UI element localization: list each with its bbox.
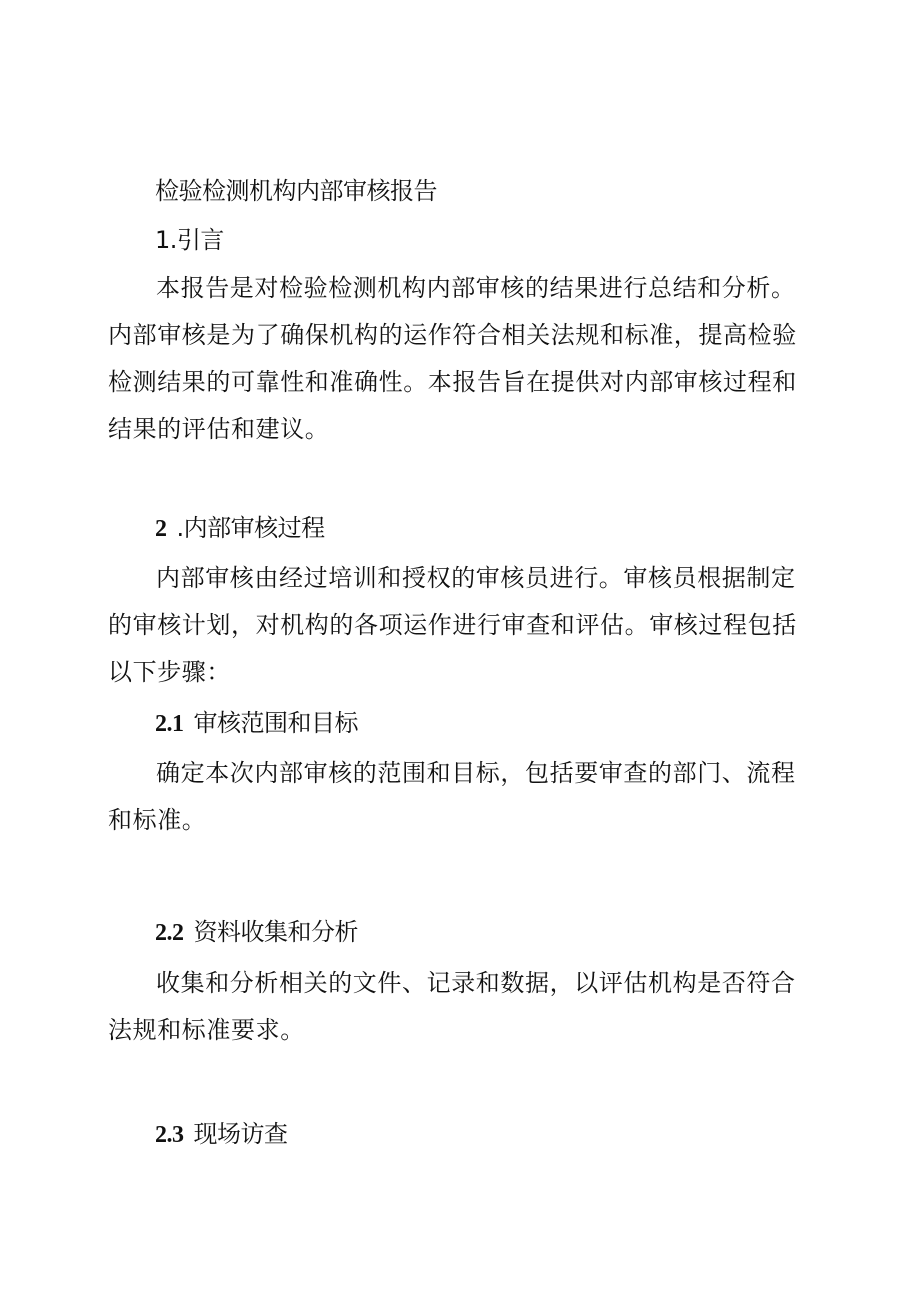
section-2-2-heading — [155, 917, 358, 948]
section-process-heading — [155, 513, 325, 544]
section-2-2-number: 2.2 — [155, 920, 184, 946]
section-2-2-body: 收集和分析相关的文件、记录和数据，以评估机构是否符合法规和标准要求。 — [108, 969, 796, 1044]
section-2-1-heading — [155, 708, 358, 739]
section-2-1-number: 2.1 — [155, 711, 184, 737]
document-title: 检验检测机构内部审核报告 — [155, 177, 437, 205]
section-process-body: 内部审核由经过培训和授权的审核员进行。审核员根据制定的审核计划，对机构的各项运作进行审查和评估。审核过程包括以下步骤： — [108, 564, 797, 686]
section-2-3-heading — [155, 1119, 288, 1150]
section-2-1-body: 确定本次内部审核的范围和目标，包括要审查的部门、流程和标准。 — [108, 759, 796, 834]
section-2-3-number: 2.3 — [155, 1122, 184, 1148]
section-process-title: .内部审核过程 — [176, 514, 325, 542]
section-intro-heading: 1.引言 — [155, 226, 224, 254]
section-2-3-title: 现场访查 — [193, 1120, 288, 1148]
section-process-number: 2 — [155, 516, 167, 542]
section-2-2-title: 资料收集和分析 — [193, 918, 358, 946]
section-intro-body: 本报告是对检验检测机构内部审核的结果进行总结和分析。内部审核是为了确保机构的运作符合相关法规和标准，提高检验检测结果的可靠性和准确性。本报告旨在提供对内部审核过程和结果的评估和建议。 — [108, 274, 797, 443]
section-2-1-title: 审核范围和目标 — [193, 709, 358, 737]
